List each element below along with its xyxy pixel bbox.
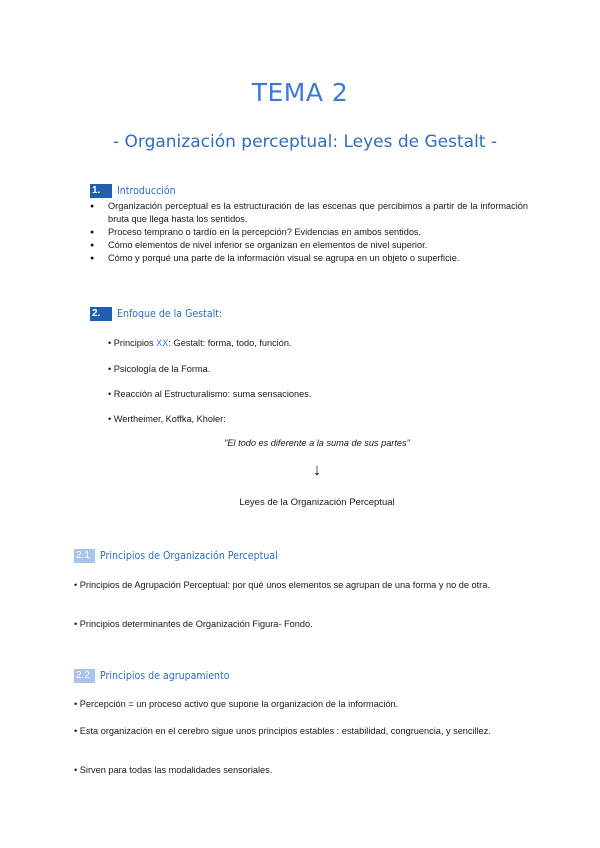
principios-highlight: XX (156, 338, 169, 348)
gestalt-autores-line: • Wertheimer, Koffka, Kholer: (108, 414, 226, 424)
section-2-heading (90, 307, 222, 321)
section-1-number: 1. (90, 184, 112, 198)
arrow-down-icon: ↓ (312, 460, 322, 479)
section-2-2-number: 2.2 (74, 669, 95, 683)
section-2-2-heading (74, 669, 230, 683)
section-2-number: 2. (90, 307, 112, 321)
section-2-1-paragraph-2: • Principios determinantes de Organización Figura- Fondo. (74, 619, 313, 629)
section-2-2-paragraph-1: • Percepción = un proceso activo que supone la organización de la información. (74, 699, 399, 709)
section-2-1-number: 2.1 (74, 549, 95, 563)
section-2-1-heading (74, 549, 278, 563)
list-item: ● Cómo y porqué una parte de la información visual se agrupa en un objeto o superficie. (90, 252, 528, 265)
gestalt-quote: "El todo es diferente a la suma de sus partes" (224, 438, 410, 448)
section-2-1-title: Principios de Organización Perceptual (100, 550, 278, 562)
section-2-2-paragraph-3: • Sirven para todas las modalidades sensoriales. (74, 765, 273, 775)
gestalt-psicologia-line: • Psicología de la Forma. (108, 364, 211, 374)
gestalt-reaccion-line: • Reacción al Estructuralismo: suma sensaciones. (108, 389, 312, 399)
principios-suffix: : Gestalt: forma, todo, función. (168, 338, 292, 348)
list-item: ● Cómo elementos de nivel inferior se organizan en elementos de nivel superior. (90, 239, 528, 252)
section-2-2-title: Principios de agrupamiento (100, 670, 230, 682)
page-subtitle: - Organización perceptual: Leyes de Gestalt - (112, 132, 498, 152)
section-1-heading (90, 184, 176, 198)
section-1-bullet-list (90, 200, 528, 265)
gestalt-principios-line (108, 337, 292, 350)
section-2-1-paragraph-1: • Principios de Agrupación Perceptual: por qué unos elementos se agrupan de una forma y no de otra. (74, 580, 490, 590)
list-item: ● Proceso temprano o tardío en la percepción? Evidencias en ambos sentidos. (90, 226, 528, 239)
list-item: ● Organización perceptual es la estructuración de las escenas que percibimos a partir de la información bruta que llega hasta los sentidos. (90, 200, 528, 226)
section-2-title: Enfoque de la Gestalt: (117, 308, 223, 320)
section-2-2-paragraph-2: • Esta organización en el cerebro sigue unos principios estables : estabilidad, congruencia, y sencillez. (74, 726, 491, 736)
principios-prefix: • Principios (108, 338, 157, 348)
leyes-organizacion-line: Leyes de la Organización Perceptual (239, 497, 395, 508)
page-title: TEMA 2 (251, 78, 349, 107)
section-1-title: Introducción (117, 185, 176, 197)
